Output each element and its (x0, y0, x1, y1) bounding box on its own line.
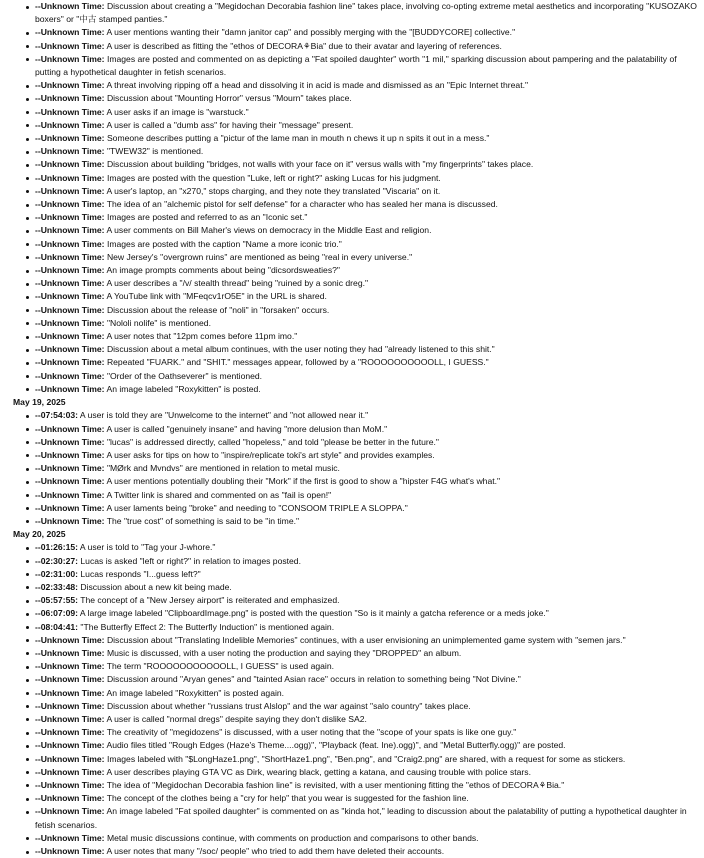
entry-text: A user is told they are "Unwelcome to the internet" and "not allowed near it." (79, 410, 369, 421)
entry-text: A user is told to "Tag your J-whore." (79, 542, 216, 553)
entry-time: --Unknown Time: (35, 661, 105, 672)
list-item (30, 277, 698, 290)
entry-time: --Unknown Time: (35, 832, 105, 843)
entry-time: --05:57:55: (35, 595, 78, 606)
entry-time: --Unknown Time: (35, 291, 105, 302)
list-item (30, 317, 698, 330)
list-item (30, 660, 698, 673)
entry-text: Discussion about "Translating Indelible Memories" continues, with a user envisioning an unimplemented game system with "semen jars." (106, 634, 626, 645)
entry-text: A user mentions potentially doubling their "Mork" if the first is good to show a "hipster F4G what's what." (106, 476, 501, 487)
entry-time: --Unknown Time: (35, 225, 105, 236)
entry-text: Repeated "FUARK." and "SHIT." messages appear, followed by a "ROOOOOOOOOOLL, I GUESS." (106, 357, 489, 368)
entry-text: A threat involving ripping off a head and dissolving it in acid is made and dismissed as an "Epic Internet threat." (106, 80, 529, 91)
entry-text: A Twitter link is shared and commented on as "fail is open!" (106, 489, 332, 500)
list-item (30, 79, 698, 92)
entry-time: --06:07:09: (35, 608, 78, 619)
entry-text: An image labeled "Fat spoiled daughter" is commented on as "kinda hot," leading to discussion about the palatability of putting a hypothetical daughter in fetish scenarios. (35, 806, 687, 830)
date-heading: May 19, 2025 (13, 397, 66, 408)
section (8, 396, 698, 528)
entry-text: A user is called a "dumb ass" for having their "message" present. (106, 119, 354, 130)
list-item (30, 343, 698, 356)
entry-text: The idea of an "alchemic pistol for self defense" for a character who has sealed her mana is discussed. (106, 199, 498, 210)
entry-time: --Unknown Time: (35, 449, 105, 460)
entry-text: Images are posted with the question "Luke, left or right?" asking Lucas for his judgment. (106, 172, 441, 183)
entry-time: --Unknown Time: (35, 740, 105, 751)
date-heading: May 20, 2025 (13, 529, 66, 540)
entry-text: The idea of "Megidochan Decorabia fashion line" is revisited, with a user mentioning fitting the "ethos of DECORA⚘Bia." (106, 779, 565, 790)
entry-list (8, 409, 698, 528)
list-item (30, 251, 698, 264)
entry-time: --Unknown Time: (35, 146, 105, 157)
list-item (30, 185, 698, 198)
entry-time: --Unknown Time: (35, 238, 105, 249)
entry-text: The concept of the clothes being a "cry for help" that you wear is suggested for the fashion line. (106, 793, 469, 804)
list-item (30, 647, 698, 660)
entry-time: --Unknown Time: (35, 489, 105, 500)
entry-text: "TWEW32" is mentioned. (106, 146, 204, 157)
list-item (30, 832, 698, 845)
entry-time: --Unknown Time: (35, 515, 105, 526)
list-item (30, 475, 698, 488)
entry-time: --Unknown Time: (35, 27, 105, 38)
entry-text: "MØrk and Mvndvs" are mentioned in relation to metal music. (106, 463, 340, 474)
entry-time: --Unknown Time: (35, 278, 105, 289)
entry-time: --Unknown Time: (35, 766, 105, 777)
list-item (30, 555, 698, 568)
entry-text: Metal music discussions continue, with comments on production and comparisons to other bands. (106, 832, 479, 843)
entry-text: Lucas is asked "left or right?" in relation to images posted. (80, 555, 301, 566)
entry-time: --Unknown Time: (35, 370, 105, 381)
entry-text: A user is described as fitting the "ethos of DECORA⚘Bia" due to their avatar and layering of references. (106, 40, 502, 51)
list-item (30, 264, 698, 277)
entry-time: --Unknown Time: (35, 423, 105, 434)
list-item (30, 700, 698, 713)
entry-text: Discussion about creating a "Megidochan Decorabia fashion line" takes place, involving co-opting extreme metal aesthetics and incorporating "KUSOZAKO boxers" or "中古 stamped panties." (35, 1, 697, 25)
entry-text: Discussion about the release of "noli" in "forsaken" occurs. (106, 304, 330, 315)
entry-text: A user asks if an image is "warstuck." (106, 106, 249, 117)
entry-text: A user asks for tips on how to "inspire/replicate toki's art style" and provides examples. (106, 449, 435, 460)
entry-time: --01:26:15: (35, 542, 78, 553)
list-item (30, 687, 698, 700)
entry-text: The creativity of "megidozens" is discussed, with a user noting that the "scope of your spats is like one guy." (106, 727, 517, 738)
entry-time: --Unknown Time: (35, 106, 105, 117)
entry-text: "lucas" is addressed directly, called "hopeless," and told "please be better in the future." (106, 436, 439, 447)
list-item (30, 713, 698, 726)
entry-time: --Unknown Time: (35, 265, 105, 276)
entry-text: A user describes a "/v/ stealth thread" being "ruined by a sonic dreg." (106, 278, 369, 289)
entry-list (8, 541, 698, 858)
entry-text: "Order of the Oathseverer" is mentioned. (106, 370, 263, 381)
list-item (30, 502, 698, 515)
list-item (30, 739, 698, 752)
entry-text: "Nololi nolife" is mentioned. (106, 317, 211, 328)
list-item (30, 0, 698, 26)
entry-time: --Unknown Time: (35, 317, 105, 328)
entry-time: --Unknown Time: (35, 806, 105, 817)
entry-text: The concept of a "New Jersey airport" is reiterated and emphasized. (80, 595, 340, 606)
entry-time: --02:31:00: (35, 568, 78, 579)
list-item (30, 145, 698, 158)
list-item (30, 26, 698, 39)
entry-text: A user is called "genuinely insane" and having "more delusion than MoM." (106, 423, 388, 434)
entry-time: --Unknown Time: (35, 793, 105, 804)
entry-time: --Unknown Time: (35, 700, 105, 711)
list-item (30, 607, 698, 620)
entry-time: --Unknown Time: (35, 779, 105, 790)
entry-time: --Unknown Time: (35, 674, 105, 685)
entry-time: --Unknown Time: (35, 172, 105, 183)
entry-time: --Unknown Time: (35, 727, 105, 738)
entry-time: --02:30:27: (35, 555, 78, 566)
list-item (30, 198, 698, 211)
entry-time: --07:54:03: (35, 410, 78, 421)
list-item (30, 383, 698, 396)
list-item (30, 106, 698, 119)
entry-time: --Unknown Time: (35, 119, 105, 130)
list-item (30, 581, 698, 594)
entry-time: --Unknown Time: (35, 93, 105, 104)
entry-time: --Unknown Time: (35, 687, 105, 698)
entry-text: Someone describes putting a "pictur of the lame man in mouth n chews it up n spits it out in a mess." (106, 133, 490, 144)
entry-text: Audio files titled "Rough Edges (Haze's Theme....ogg)", "Playback (feat. Ine).ogg)", and "Metal Butterfly.ogg)" are posted. (106, 740, 566, 751)
entry-time: --Unknown Time: (35, 436, 105, 447)
list-item (30, 792, 698, 805)
list-item (30, 238, 698, 251)
list-item (30, 290, 698, 303)
entry-text: A user mentions wanting their "damn janitor cap" and possibly merging with the "[BUDDYCORE] collective." (106, 27, 516, 38)
list-item (30, 370, 698, 383)
entry-time: --08:04:41: (35, 621, 78, 632)
entry-time: --Unknown Time: (35, 344, 105, 355)
entry-time: --Unknown Time: (35, 647, 105, 658)
entry-text: A user describes playing GTA VC as Dirk, wearing black, getting a katana, and causing trouble with police stars. (106, 766, 531, 777)
list-item (30, 304, 698, 317)
list-item (30, 158, 698, 171)
entry-text: A user comments on Bill Maher's views on democracy in the Middle East and religion. (106, 225, 432, 236)
entry-text: Images labeled with "$LongHaze1.png", "ShortHaze1.png", "Ben.png", and "Craig2.png" are shared, with a request for some as stickers. (106, 753, 626, 764)
entry-text: An image labeled "Roxykitten" is posted again. (106, 687, 285, 698)
entry-time: --Unknown Time: (35, 383, 105, 394)
list-item (30, 132, 698, 145)
entry-time: --Unknown Time: (35, 713, 105, 724)
entry-text: The term "ROOOOOOOOOOOLL, I GUESS" is used again. (106, 661, 335, 672)
list-item (30, 634, 698, 647)
entry-text: Discussion around "Aryan genes" and "tainted Asian race" occurs in relation to something being "Not Divine." (106, 674, 521, 685)
entry-time: --Unknown Time: (35, 753, 105, 764)
list-item (30, 541, 698, 554)
list-item (30, 92, 698, 105)
entry-time: --Unknown Time: (35, 251, 105, 262)
section (8, 528, 698, 858)
entry-text: Images are posted and commented on as depicting a "Fat spoiled daughter" worth "1 mil," sparking discussion about pampering and the palatability of putting a hypothetical daughter in fetish scenarios. (35, 53, 677, 78)
entry-time: --Unknown Time: (35, 185, 105, 196)
list-item (30, 805, 698, 831)
list-item (30, 356, 698, 369)
list-item (30, 409, 698, 422)
entry-time: --Unknown Time: (35, 357, 105, 368)
entry-text: A user is called "normal dregs" despite saying they don't dislike SA2. (106, 713, 367, 724)
entry-text: A large image labeled "ClipboardImage.png" is posted with the question "So is it mainly a gatcha reference or a meds joke." (79, 608, 549, 619)
entry-time: --Unknown Time: (35, 846, 105, 856)
entry-text: Images are posted and referred to as an "Iconic set." (106, 212, 308, 223)
list-item (30, 673, 698, 686)
entry-text: A user laments being "broke" and needing to "CONSOOM TRIPLE A SLOPPA." (106, 502, 408, 513)
entry-time: --Unknown Time: (35, 634, 105, 645)
list-item (30, 845, 698, 858)
entry-time: --Unknown Time: (35, 133, 105, 144)
list-item (30, 489, 698, 502)
entry-text: A user notes that "12pm comes before 11pm imo." (106, 331, 298, 342)
entry-text: Discussion about whether "russians trust Alslop" and the war against "salo country" takes place. (106, 700, 471, 711)
entry-text: Music is discussed, with a user noting the production and saying they "DROPPED" an album. (106, 647, 462, 658)
entry-time: --Unknown Time: (35, 331, 105, 342)
entry-text: A user notes that many "/soc/ people" who tried to add them have deleted their accounts. (106, 846, 445, 856)
entry-text: New Jersey's "overgrown ruins" are mentioned as being "real in every universe." (106, 251, 413, 262)
entry-time: --Unknown Time: (35, 476, 105, 487)
list-item (30, 515, 698, 528)
entry-time: --Unknown Time: (35, 463, 105, 474)
entry-time: --Unknown Time: (35, 502, 105, 513)
list-item (30, 436, 698, 449)
entry-text: Lucas responds "I...guess left?" (80, 568, 201, 579)
entry-time: --Unknown Time: (35, 212, 105, 223)
list-item (30, 211, 698, 224)
entry-text: An image prompts comments about being "dicsordsweaties?" (106, 265, 340, 276)
list-item (30, 766, 698, 779)
entry-time: --Unknown Time: (35, 304, 105, 315)
section (8, 0, 698, 396)
entry-text: Discussion about a new kit being made. (80, 581, 232, 592)
entry-time: --Unknown Time: (35, 40, 105, 51)
entry-text: The "true cost" of something is said to be "in time." (106, 515, 300, 526)
list-item (30, 449, 698, 462)
entry-list (8, 0, 698, 396)
entry-time: --Unknown Time: (35, 53, 105, 64)
entry-text: A user's laptop, an "x270," stops charging, and they note they translated "Viscaria" on it. (106, 185, 441, 196)
entry-time: --Unknown Time: (35, 199, 105, 210)
list-item (30, 568, 698, 581)
list-item (30, 40, 698, 53)
entry-time: --02:33:48: (35, 581, 78, 592)
list-item (30, 172, 698, 185)
entry-text: "The Butterfly Effect 2: The Butterfly Induction" is mentioned again. (80, 621, 335, 632)
entry-time: --Unknown Time: (35, 80, 105, 91)
list-item (30, 53, 698, 79)
list-item (30, 462, 698, 475)
list-item (30, 224, 698, 237)
entry-text: Discussion about building "bridges, not walls with your face on it" versus walls with "my fingerprints" takes place. (106, 159, 534, 170)
entry-text: An image labeled "Roxykitten" is posted. (106, 383, 261, 394)
entry-text: Discussion about a metal album continues, with the user noting they had "already listened to this shit." (106, 344, 495, 355)
entry-time: --Unknown Time: (35, 159, 105, 170)
entry-text: Discussion about "Mounting Horror" versus "Mourn" takes place. (106, 93, 352, 104)
list-item (30, 119, 698, 132)
entry-time: --Unknown Time: (35, 1, 105, 11)
list-item (30, 594, 698, 607)
list-item (30, 753, 698, 766)
list-item (30, 726, 698, 739)
list-item (30, 621, 698, 634)
entry-text: A YouTube link with "MFeqcv1rO5E" in the URL is shared. (106, 291, 327, 302)
list-item (30, 330, 698, 343)
list-item (30, 423, 698, 436)
entry-text: Images are posted with the caption "Name a more iconic trio." (106, 238, 342, 249)
